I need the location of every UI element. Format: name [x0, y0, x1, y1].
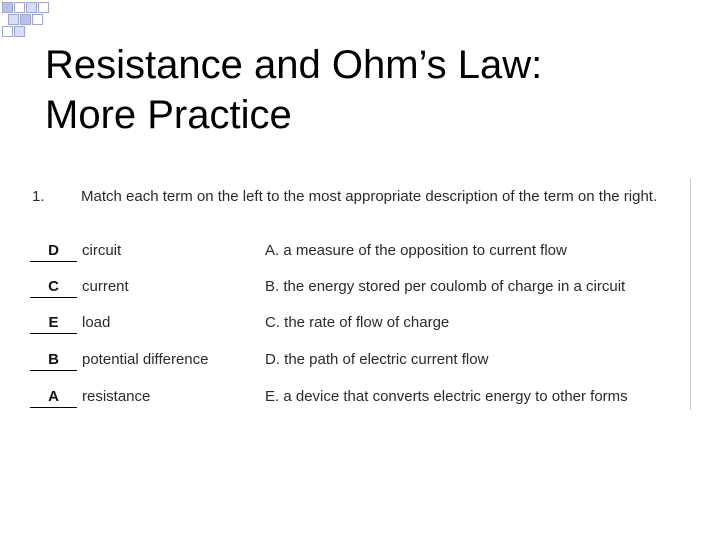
answer-blank[interactable] — [30, 351, 77, 371]
answer-letter: C — [48, 278, 59, 295]
term-label: load — [82, 314, 111, 331]
decorative-squares — [0, 0, 60, 40]
match-row — [28, 314, 690, 336]
answer-blank[interactable] — [30, 278, 77, 298]
term-label: current — [82, 278, 129, 295]
answer-letter: B — [48, 351, 59, 368]
description-label: E. a device that converts electric energy to other forms — [265, 388, 628, 405]
term-label: resistance — [82, 388, 151, 405]
slide-title-line-2: More Practice — [45, 93, 292, 137]
match-row — [28, 242, 690, 264]
description-label: D. the path of electric current flow — [265, 351, 489, 368]
match-row — [28, 388, 690, 410]
description-label: B. the energy stored per coulomb of charge in a circuit — [265, 278, 626, 295]
answer-letter: A — [48, 388, 59, 405]
answer-blank[interactable] — [30, 388, 77, 408]
match-row — [28, 278, 690, 300]
description-label: A. a measure of the opposition to current flow — [265, 242, 567, 259]
question-number: 1. — [32, 188, 45, 205]
answer-blank[interactable] — [30, 242, 77, 262]
instruction-text: Match each term on the left to the most appropriate description of the term on the right. — [81, 188, 658, 205]
answer-letter: D — [48, 242, 59, 259]
match-row — [28, 351, 690, 373]
answer-letter: E — [48, 314, 59, 331]
description-label: C. the rate of flow of charge — [265, 314, 450, 331]
matching-exercise — [28, 178, 691, 410]
term-label: circuit — [82, 242, 122, 259]
term-label: potential difference — [82, 351, 209, 368]
answer-blank[interactable] — [30, 314, 77, 334]
slide-title — [45, 40, 542, 140]
slide-title-line-1: Resistance and Ohm’s Law: — [45, 43, 543, 87]
